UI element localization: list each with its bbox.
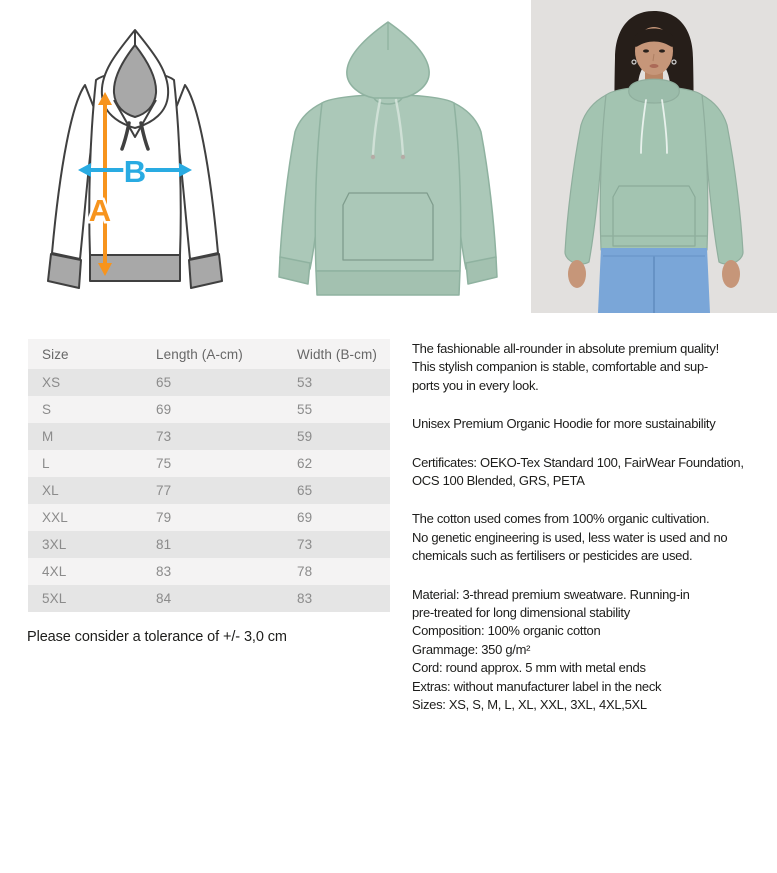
- size-cell: XS: [28, 369, 142, 396]
- description-line: Cord: round approx. 5 mm with metal ends: [412, 660, 646, 676]
- diagram-left-cuff: [48, 254, 81, 288]
- width-cell: 73: [283, 531, 390, 558]
- diagram-right-cuff: [189, 254, 222, 288]
- measure-b-label: B: [123, 154, 147, 189]
- description-paragraph-cotton: [412, 510, 757, 565]
- col-header-width: Width (B-cm): [283, 339, 390, 369]
- description-paragraph-intro: [412, 340, 757, 395]
- description-paragraph-certificates: [412, 454, 757, 491]
- length-cell: 83: [142, 558, 283, 585]
- model-eye-left: [643, 49, 649, 52]
- model-wearing-hoodie-image: [531, 0, 777, 313]
- size-row-xl: [28, 477, 390, 504]
- product-description: [412, 340, 757, 735]
- width-cell: 62: [283, 450, 390, 477]
- length-cell: 84: [142, 585, 283, 612]
- description-line: Extras: without manufacturer label in the neck: [412, 678, 662, 694]
- size-cell: 4XL: [28, 558, 142, 585]
- description-line: Certificates: OEKO-Tex Standard 100, FairWear Foundation,: [412, 454, 744, 470]
- product-body: [315, 95, 461, 271]
- description-line: Composition: 100% organic cotton: [412, 623, 601, 639]
- product-hem-band: [316, 271, 460, 295]
- tolerance-note: Please consider a tolerance of +/- 3,0 cm: [27, 629, 287, 645]
- width-cell: 78: [283, 558, 390, 585]
- model-lips: [650, 64, 659, 68]
- description-line: This stylish companion is stable, comfortable and sup-: [412, 359, 708, 375]
- length-cell: 65: [142, 369, 283, 396]
- size-row-s: [28, 396, 390, 423]
- length-cell: 77: [142, 477, 283, 504]
- length-cell: 73: [142, 423, 283, 450]
- width-cell: 69: [283, 504, 390, 531]
- product-photo-hoodie: [270, 8, 506, 308]
- col-header-length: Length (A-cm): [142, 339, 283, 369]
- size-cell: XL: [28, 477, 142, 504]
- description-line: chemicals such as fertilisers or pesticides are used.: [412, 548, 693, 564]
- width-cell: 59: [283, 423, 390, 450]
- width-cell: 53: [283, 369, 390, 396]
- description-line: The cotton used comes from 100% organic cultivation.: [412, 511, 710, 527]
- size-row-m: [28, 423, 390, 450]
- description-line: Material: 3-thread premium sweatware. Running-in: [412, 586, 690, 602]
- model-hoodie-body: [600, 87, 708, 250]
- size-cell: 5XL: [28, 585, 142, 612]
- length-cell: 81: [142, 531, 283, 558]
- size-row-3xl: [28, 531, 390, 558]
- length-cell: 75: [142, 450, 283, 477]
- description-line: No genetic engineering is used, less water is used and no: [412, 529, 728, 545]
- size-row-4xl: [28, 558, 390, 585]
- size-chart: [28, 339, 390, 612]
- hoodie-product-image: [270, 8, 506, 308]
- size-cell: XXL: [28, 504, 142, 531]
- model-hood-collar: [629, 79, 680, 103]
- description-line: Unisex Premium Organic Hoodie for more sustainability: [412, 416, 716, 432]
- measure-a-label: A: [88, 193, 112, 228]
- size-row-xxl: [28, 504, 390, 531]
- description-line: The fashionable all-rounder in absolute premium quality!: [412, 341, 719, 356]
- model-hand-left: [568, 260, 586, 288]
- description-line: Grammage: 350 g/m²: [412, 641, 531, 657]
- hoodie-line-drawing: [40, 25, 230, 295]
- size-cell: S: [28, 396, 142, 423]
- model-eye-right: [659, 49, 665, 52]
- size-cell: M: [28, 423, 142, 450]
- size-row-5xl: [28, 585, 390, 612]
- width-cell: 55: [283, 396, 390, 423]
- col-header-size: Size: [28, 339, 142, 369]
- description-paragraph-unisex: [412, 415, 757, 433]
- model-hand-right: [722, 260, 740, 288]
- size-row-l: [28, 450, 390, 477]
- description-line: Sizes: XS, S, M, L, XL, XXL, 3XL, 4XL,5XL: [412, 697, 647, 713]
- product-aglet-left: [371, 155, 375, 159]
- size-cell: L: [28, 450, 142, 477]
- product-aglet-right: [401, 155, 405, 159]
- width-cell: 65: [283, 477, 390, 504]
- width-cell: 83: [283, 585, 390, 612]
- description-paragraph-specs: [412, 586, 757, 715]
- hoodie-measurement-diagram: [40, 25, 230, 295]
- description-line: pre-treated for long dimensional stability: [412, 605, 630, 621]
- size-chart-header-row: [28, 339, 390, 369]
- length-cell: 79: [142, 504, 283, 531]
- size-cell: 3XL: [28, 531, 142, 558]
- size-row-xs: [28, 369, 390, 396]
- description-line: OCS 100 Blended, GRS, PETA: [412, 473, 585, 489]
- model-photo: [531, 0, 777, 313]
- length-cell: 69: [142, 396, 283, 423]
- description-line: ports you in every look.: [412, 377, 539, 393]
